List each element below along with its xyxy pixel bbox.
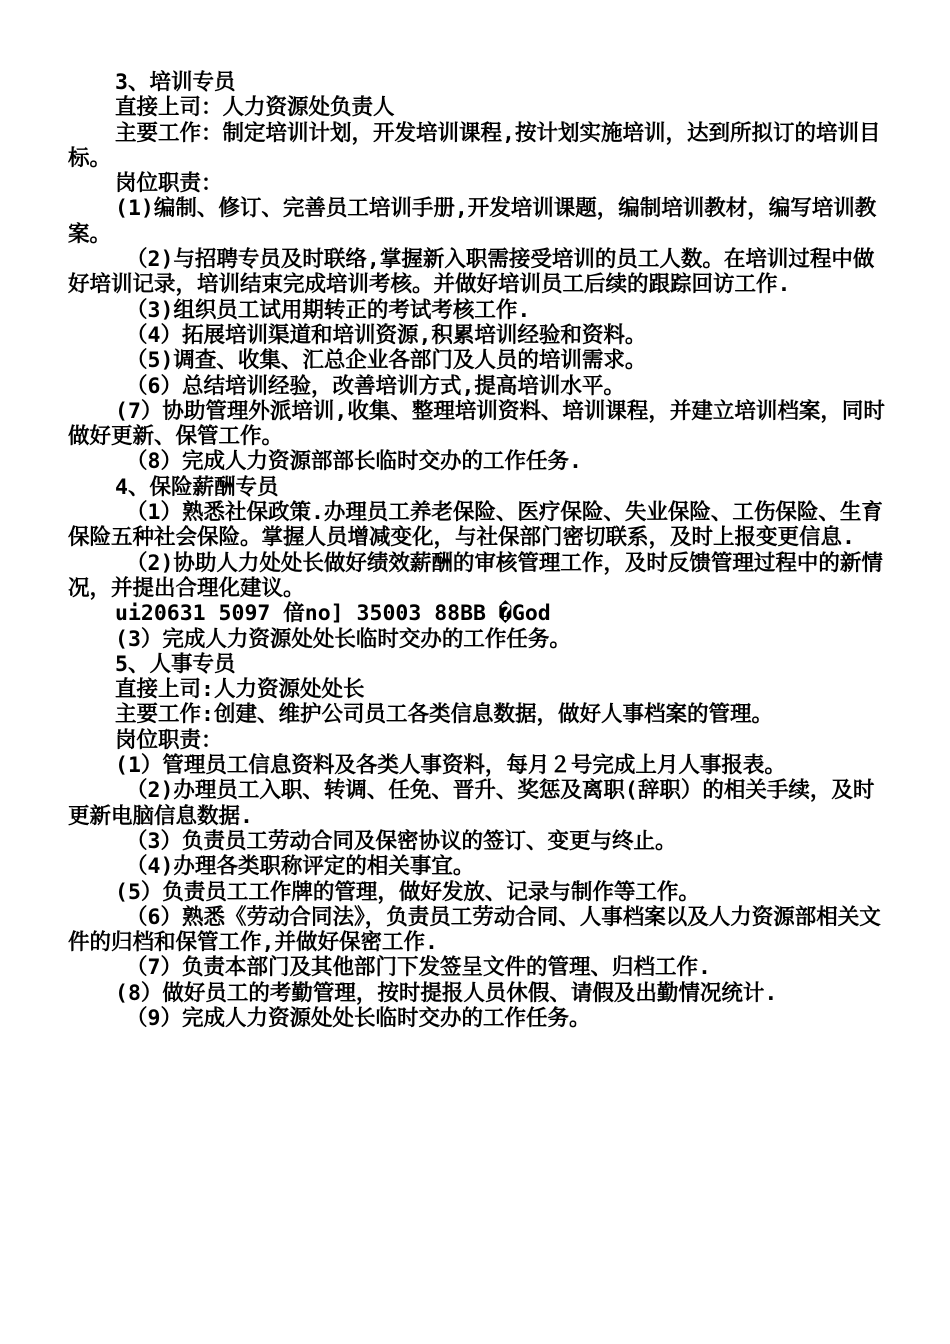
paragraph: ui20631 5097 偣no] 35003 88BB �God <box>115 601 551 627</box>
paragraph: （4)办理各类职称评定的相关事宜。 <box>126 854 475 880</box>
paragraph: （6）熟悉《劳动合同法》，负责员工劳动合同、人事档案以及人力资源部相关文件的归档和保管工作,并做好保密工作. <box>68 904 881 956</box>
paragraph: （2)办理员工入职、转调、任免、晋升、奖惩及离职(辞职）的相关手续，及时更新电脑信息数据. <box>68 778 875 829</box>
paragraph: （1）熟悉社保政策.办理员工养老保险、医疗保险、失业保险、工伤保险、生育保险五种社会保险。掌握人员增减变化，与社保部门密切联系，及时上报变更信息. <box>68 500 883 551</box>
paragraph: (5）负责员工工作牌的管理，做好发放、记录与制作等工作。 <box>115 879 700 905</box>
paragraph: （2)与招聘专员及时联络,掌握新入职需接受培训的员工人数。在培训过程中做好培训记录，培训结束完成培训考核。并做好培训员工后续的跟踪回访工作. <box>68 247 875 298</box>
paragraph: 岗位职责： <box>115 171 223 197</box>
paragraph: 主要工作:创建、维护公司员工各类信息数据，做好人事档案的管理。 <box>115 702 773 728</box>
paragraph: 直接上司:人力资源处处长 <box>115 677 365 703</box>
paragraph: 4、保险薪酬专员 <box>115 474 279 500</box>
document-body <box>68 70 890 1031</box>
paragraph: （6）总结培训经验，改善培训方式,提高培训水平。 <box>126 373 625 399</box>
paragraph: 5、人事专员 <box>115 651 236 677</box>
paragraph: （8）完成人力资源部部长临时交办的工作任务. <box>126 449 582 475</box>
paragraph: （3）负责员工劳动合同及保密协议的签订、变更与终止。 <box>126 828 677 854</box>
paragraph: 3、培训专员 <box>115 70 236 95</box>
paragraph: (7）协助管理外派培训,收集、整理培训资料、培训课程，并建立培训档案，同时做好更新、保管工作。 <box>68 398 885 450</box>
paragraph: （3)组织员工试用期转正的考试考核工作. <box>126 297 531 323</box>
paragraph: （4）拓展培训渠道和培训资源,积累培训经验和资料。 <box>126 322 647 348</box>
paragraph: (8）做好员工的考勤管理，按时提报人员休假、请假及出勤情况统计. <box>115 980 778 1006</box>
paragraph: 主要工作：制定培训计划，开发培训课程,按计划实施培训，达到所拟订的培训目标。 <box>68 120 881 171</box>
paragraph: （2)协助人力处处长做好绩效薪酬的审核管理工作，及时反馈管理过程中的新情况，并提出合理化建议。 <box>68 550 883 601</box>
paragraph: (3）完成人力资源处处长临时交办的工作任务。 <box>115 626 571 652</box>
paragraph: (1)编制、修订、完善员工培训手册,开发培训课题，编制培训教材，编写培训教案。 <box>68 196 877 247</box>
paragraph: （7）负责本部门及其他部门下发签呈文件的管理、归档工作. <box>126 955 711 981</box>
paragraph: 岗位职责： <box>115 727 223 753</box>
paragraph: 直接上司：人力资源处负责人 <box>115 95 395 121</box>
paragraph: （9）完成人力资源处处长临时交办的工作任务。 <box>126 1005 591 1031</box>
paragraph: （5)调查、收集、汇总企业各部门及人员的培训需求。 <box>126 348 647 374</box>
paragraph: (1）管理员工信息资料及各类人事资料，每月２号完成上月人事报表。 <box>115 753 786 779</box>
